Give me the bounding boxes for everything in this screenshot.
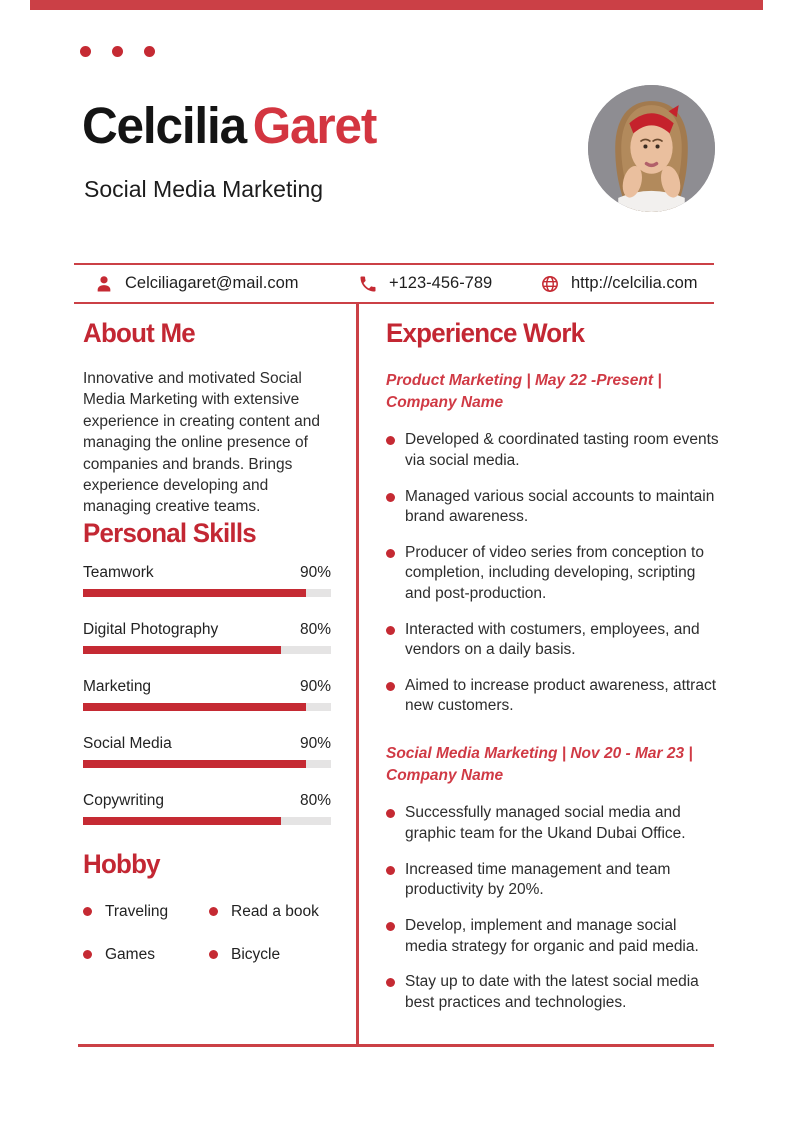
contact-phone: [358, 265, 492, 302]
bullet-item: [386, 860, 720, 901]
phone-text: +123-456-789: [389, 274, 493, 292]
bullet-dot-icon: [209, 950, 218, 959]
job-heading: Social Media Marketing | Nov 20 - Mar 23 | Company Name: [386, 745, 693, 784]
job-bullets: [386, 430, 720, 717]
bullet-item: [386, 487, 720, 528]
bullet-text: Managed various social accounts to maintain brand awareness.: [405, 487, 715, 526]
bullet-item: [386, 620, 720, 661]
skill-percent: 90%: [299, 734, 331, 752]
bullet-dot-icon: [386, 922, 395, 931]
skill-bar-track: [83, 817, 331, 825]
skill-percent: 80%: [299, 620, 331, 638]
bullet-dot-icon: [83, 950, 92, 959]
dot-icon: [80, 46, 91, 57]
bullet-dot-icon: [83, 907, 92, 916]
bullet-dot-icon: [386, 493, 395, 502]
skills-title: Personal Skills: [83, 517, 256, 548]
bullet-dot-icon: [386, 809, 395, 818]
person-name: [82, 96, 376, 155]
first-name: Celcilia: [82, 97, 246, 154]
hobby-list: [83, 903, 331, 964]
skill-label: Digital Photography: [83, 620, 219, 638]
website-text: http://celcilia.com: [571, 274, 698, 292]
bullet-dot-icon: [386, 682, 395, 691]
hobby-label: Traveling: [105, 902, 169, 920]
bullet-dot-icon: [386, 436, 395, 445]
bullet-text: Successfully managed social media and graphic team for the Ukand Dubai Office.: [405, 804, 686, 843]
job-bullets: [386, 803, 720, 1013]
hobby-item: [209, 903, 331, 921]
hobby-item: [209, 946, 331, 964]
skill-item: [83, 735, 331, 768]
contact-email: [94, 265, 299, 302]
bullet-text: Producer of video series from conception to completion, including developing, scripting and post-production.: [405, 543, 704, 603]
bullet-text: Develop, implement and manage social media strategy for organic and paid media.: [405, 916, 699, 955]
right-column: [386, 318, 720, 1028]
skill-item: [83, 621, 331, 654]
skill-label: Teamwork: [83, 563, 154, 581]
skill-bar-track: [83, 589, 331, 597]
skill-item: [83, 564, 331, 597]
bullet-text: Aimed to increase product awareness, attract new customers.: [405, 676, 717, 715]
profile-photo: [588, 85, 715, 212]
bullet-text: Interacted with costumers, employees, and vendors on a daily basis.: [405, 620, 700, 659]
email-text: Celciliagaret@mail.com: [125, 274, 299, 292]
top-accent-bar: [30, 0, 763, 10]
bullet-item: [386, 972, 720, 1013]
bottom-rule: [78, 1044, 714, 1047]
contact-website: [540, 265, 698, 302]
skill-bar-track: [83, 760, 331, 768]
bullet-dot-icon: [386, 866, 395, 875]
skill-bar-fill: [83, 760, 306, 768]
hobby-item: [83, 903, 209, 921]
bullet-item: [386, 803, 720, 844]
skill-percent: 80%: [299, 791, 331, 809]
skill-label: Marketing: [83, 677, 152, 695]
skill-bar-fill: [83, 589, 306, 597]
hobby-title: Hobby: [83, 848, 160, 879]
skill-item: [83, 792, 331, 825]
bullet-item: [386, 543, 720, 605]
hobby-label: Bicycle: [231, 945, 281, 963]
skill-percent: 90%: [299, 677, 331, 695]
dot-icon: [144, 46, 155, 57]
skill-label: Copywriting: [83, 791, 164, 809]
about-title: About Me: [83, 318, 195, 348]
hobby-label: Games: [105, 945, 155, 963]
decorative-dots: [80, 46, 155, 57]
phone-icon: [358, 274, 378, 294]
column-divider: [356, 302, 359, 1044]
bullet-dot-icon: [386, 549, 395, 558]
skill-item: [83, 678, 331, 711]
bullet-item: [386, 916, 720, 957]
skill-bar-fill: [83, 817, 281, 825]
bullet-text: Increased time management and team productivity by 20%.: [405, 860, 671, 899]
bullet-dot-icon: [386, 626, 395, 635]
hobby-item: [83, 946, 209, 964]
bullet-text: Developed & coordinated tasting room events via social media.: [405, 431, 719, 469]
portrait-illustration: [588, 85, 715, 212]
globe-icon: [540, 274, 560, 294]
contact-bar: [74, 263, 714, 304]
about-text: Innovative and motivated Social Media Marketing with extensive experience in creating content and managing the online presence of companies and brands. Brings experience developing and managing creative teams.: [83, 370, 320, 516]
job-heading: Product Marketing | May 22 -Present | Company Name: [386, 372, 662, 411]
skill-bar-fill: [83, 703, 306, 711]
skill-bar-track: [83, 703, 331, 711]
bullet-text: Stay up to date with the latest social media best practices and technologies.: [405, 973, 699, 1011]
dot-icon: [112, 46, 123, 57]
bullet-dot-icon: [386, 978, 395, 987]
bullet-item: [386, 430, 720, 471]
experience-title: Experience Work: [386, 318, 585, 348]
role-subtitle: Social Media Marketing: [84, 176, 324, 202]
bullet-dot-icon: [209, 907, 218, 916]
skill-percent: 90%: [299, 563, 331, 581]
skill-bar-fill: [83, 646, 281, 654]
hobby-label: Read a book: [231, 902, 319, 920]
bullet-item: [386, 676, 720, 717]
left-column: [83, 318, 331, 964]
skill-bar-track: [83, 646, 331, 654]
person-icon: [94, 274, 114, 294]
last-name: Garet: [252, 97, 377, 154]
skill-label: Social Media: [83, 734, 172, 752]
